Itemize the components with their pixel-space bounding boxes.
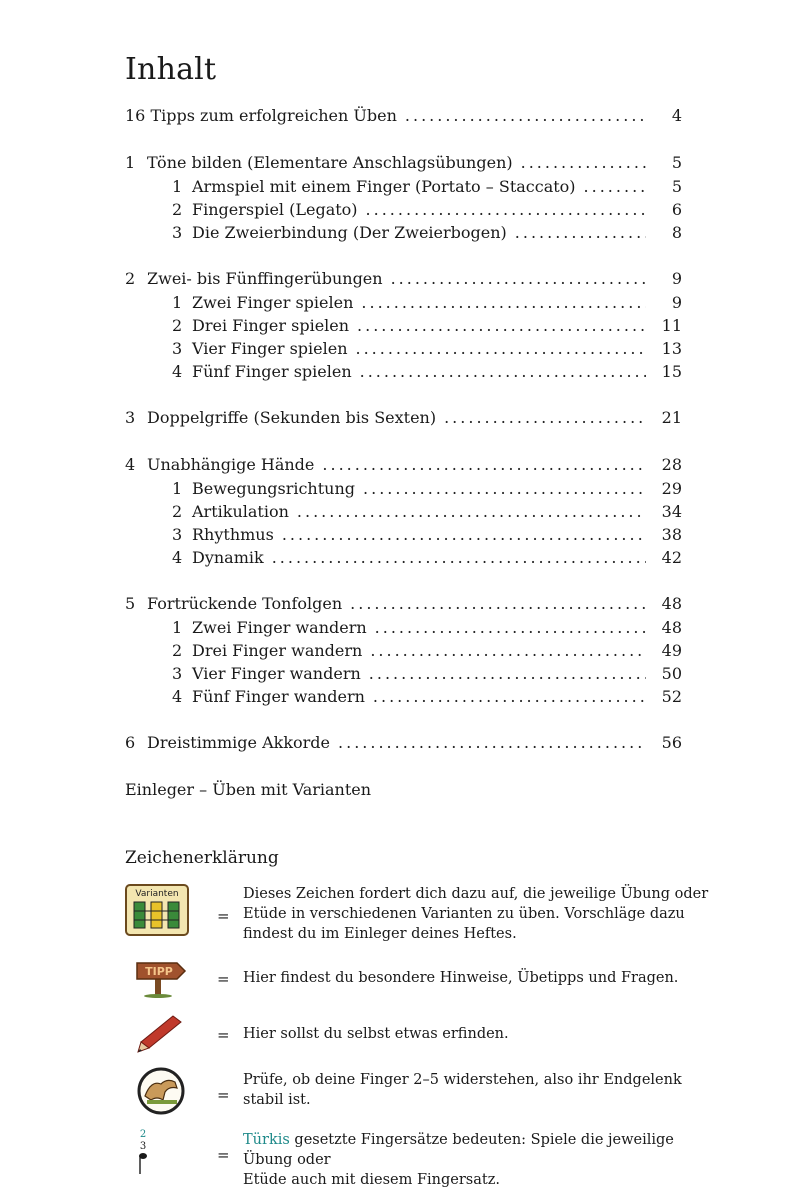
toc-title: Die Zweierbindung (Der Zweierbogen)	[192, 223, 507, 242]
dot-leader	[521, 151, 646, 174]
toc-section-3[interactable]	[125, 406, 682, 430]
legend-line: Hier findest du besondere Hinweise, Übetipps und Fragen.	[243, 970, 679, 986]
toc-title: Doppelgriffe (Sekunden bis Sexten)	[147, 408, 437, 427]
toc-page: 9	[671, 269, 682, 288]
fingering-number: 3	[139, 1141, 147, 1152]
toc-item-2-1[interactable]	[125, 291, 682, 314]
toc-item-5-2[interactable]	[125, 639, 682, 662]
legend-line	[243, 1130, 713, 1170]
toc-page: 29	[661, 479, 682, 498]
tipp-sign-icon	[131, 958, 189, 998]
legend-line: Hier sollst du selbst etwas erfinden.	[243, 1026, 509, 1042]
toc-num: 2	[172, 200, 183, 219]
toc-num: 3	[172, 525, 183, 544]
dot-leader	[370, 639, 646, 662]
legend-line: stabil ist.	[243, 1092, 311, 1108]
toc-page: 56	[661, 733, 682, 752]
toc-num: 4	[172, 548, 183, 567]
toc-section-4[interactable]	[125, 453, 682, 477]
fingering-note-icon	[137, 1126, 157, 1176]
toc-page: 48	[661, 594, 682, 613]
dot-leader	[366, 198, 646, 221]
legend-text	[243, 1024, 713, 1044]
toc-num: 3	[172, 339, 183, 358]
toc-section-5[interactable]	[125, 592, 682, 616]
page-title: Inhalt	[125, 52, 217, 87]
dot-leader	[363, 477, 646, 500]
toc-num: 2	[172, 316, 183, 335]
dot-leader	[297, 500, 646, 523]
toc-title: 16 Tipps zum erfolgreichen Üben	[125, 106, 397, 125]
dot-leader	[391, 267, 646, 290]
legend-line: Etüde in verschiedenen Varianten zu üben. Vorschläge dazu	[243, 906, 685, 922]
legend-text	[243, 884, 713, 944]
dot-leader	[584, 175, 646, 198]
turquoise-highlight: Türkis	[243, 1132, 290, 1148]
toc-intro[interactable]	[125, 104, 682, 128]
toc-page: 8	[671, 223, 682, 242]
toc-page: 34	[661, 502, 682, 521]
toc-title: Rhythmus	[192, 525, 274, 544]
toc-title: Unabhängige Hände	[147, 455, 315, 474]
equals-sign: =	[217, 1086, 230, 1104]
toc-item-1-2[interactable]	[125, 198, 682, 221]
toc-section-2[interactable]	[125, 267, 682, 291]
toc-title: Bewegungsrichtung	[192, 479, 356, 498]
toc-title: Dynamik	[192, 548, 264, 567]
toc-page: 50	[661, 664, 682, 683]
varianten-label: Varianten	[135, 889, 179, 899]
toc-title: Artikulation	[192, 502, 289, 521]
legend-text	[243, 968, 713, 988]
dot-leader	[282, 523, 646, 546]
dot-leader	[369, 662, 646, 685]
toc-title: Vier Finger wandern	[192, 664, 361, 683]
toc-title: Vier Finger spielen	[192, 339, 348, 358]
toc-page: 6	[671, 200, 682, 219]
toc-num: 1	[172, 177, 183, 196]
dot-leader	[444, 406, 646, 429]
toc-title: Fingerspiel (Legato)	[192, 200, 358, 219]
toc-page: 4	[671, 106, 682, 125]
toc-page: 28	[661, 455, 682, 474]
toc-num: 1	[172, 618, 183, 637]
toc-item-4-2[interactable]	[125, 500, 682, 523]
toc-page: 11	[661, 316, 682, 335]
toc-title: Zwei- bis Fünffingerübungen	[147, 269, 383, 288]
toc-num: 3	[172, 223, 183, 242]
toc-item-4-1[interactable]	[125, 477, 682, 500]
varianten-icon	[125, 884, 189, 936]
toc-num: 3	[125, 408, 136, 427]
fingering-number: 2	[139, 1129, 147, 1140]
dot-leader	[356, 337, 647, 360]
toc-item-1-1[interactable]	[125, 175, 682, 198]
toc-num: 4	[172, 687, 183, 706]
legend-title: Zeichenerklärung	[125, 848, 279, 868]
tipp-label: TIPP	[145, 965, 173, 978]
toc-title: Drei Finger wandern	[192, 641, 363, 660]
dot-leader	[322, 453, 646, 476]
toc-item-5-4[interactable]	[125, 685, 682, 708]
equals-sign: =	[217, 1026, 230, 1044]
table-of-contents	[125, 104, 682, 802]
equals-sign: =	[217, 970, 230, 988]
toc-page: 15	[661, 362, 682, 381]
dot-leader	[272, 546, 646, 569]
toc-page: 48	[661, 618, 682, 637]
toc-item-5-1[interactable]	[125, 616, 682, 639]
toc-num: 2	[172, 641, 183, 660]
dot-leader	[373, 685, 646, 708]
toc-page: 5	[671, 177, 682, 196]
toc-title: Dreistimmige Akkorde	[147, 733, 331, 752]
legend-text	[243, 1130, 713, 1190]
legend-line: findest du im Einleger deines Heftes.	[243, 926, 517, 942]
toc-section-1[interactable]	[125, 151, 682, 175]
legend-line: Etüde auch mit diesem Fingersatz.	[243, 1172, 500, 1188]
toc-title: Drei Finger spielen	[192, 316, 350, 335]
pencil-icon	[135, 1014, 185, 1054]
toc-item-1-3[interactable]	[125, 221, 682, 244]
equals-sign: =	[217, 1146, 230, 1164]
toc-title: Armspiel mit einem Finger (Portato – Staccato)	[192, 177, 576, 196]
toc-num: 1	[172, 479, 183, 498]
toc-num: 5	[125, 594, 136, 613]
toc-item-4-4[interactable]	[125, 546, 682, 569]
toc-section-6[interactable]	[125, 731, 682, 755]
toc-page: 5	[671, 153, 682, 172]
finger-check-icon	[137, 1066, 189, 1116]
legend-text	[243, 1070, 713, 1110]
toc-page: 38	[661, 525, 682, 544]
toc-num: 4	[172, 362, 183, 381]
dot-leader	[515, 221, 646, 244]
legend-line: Dieses Zeichen fordert dich dazu auf, die jeweilige Übung oder	[243, 886, 709, 902]
toc-page: 9	[671, 293, 682, 312]
toc-page: 49	[661, 641, 682, 660]
toc-title: Fortrückende Tonfolgen	[147, 594, 343, 613]
toc-page: 21	[661, 408, 682, 427]
toc-insert[interactable]	[125, 778, 682, 802]
legend-line: Prüfe, ob deine Finger 2–5 widerstehen, also ihr Endgelenk	[243, 1072, 682, 1088]
toc-item-2-4[interactable]	[125, 360, 682, 383]
toc-item-4-3[interactable]	[125, 523, 682, 546]
dot-leader	[357, 314, 646, 337]
toc-title: Einleger – Üben mit Varianten	[125, 780, 372, 799]
toc-page: 52	[661, 687, 682, 706]
equals-sign: =	[217, 907, 230, 925]
toc-num: 2	[172, 502, 183, 521]
toc-page: 13	[661, 339, 682, 358]
dot-leader	[375, 616, 646, 639]
legend-line-part: gesetzte Fingersätze bedeuten: Spiele die jeweilige Übung oder	[243, 1132, 674, 1168]
toc-num: 2	[125, 269, 136, 288]
toc-item-2-2[interactable]	[125, 314, 682, 337]
toc-num: 4	[125, 455, 136, 474]
toc-num: 6	[125, 733, 136, 752]
dot-leader	[405, 104, 646, 127]
toc-page: 42	[661, 548, 682, 567]
toc-title: Fünf Finger spielen	[192, 362, 352, 381]
toc-num: 1	[172, 293, 183, 312]
dot-leader	[338, 731, 646, 754]
dot-leader	[361, 291, 646, 314]
toc-title: Fünf Finger wandern	[192, 687, 365, 706]
toc-num: 3	[172, 664, 183, 683]
dot-leader	[360, 360, 646, 383]
toc-title: Zwei Finger wandern	[192, 618, 367, 637]
toc-item-2-3[interactable]	[125, 337, 682, 360]
toc-num: 1	[125, 153, 136, 172]
dot-leader	[350, 592, 646, 615]
toc-title: Zwei Finger spielen	[192, 293, 354, 312]
toc-item-5-3[interactable]	[125, 662, 682, 685]
toc-title: Töne bilden (Elementare Anschlagsübungen)	[147, 153, 513, 172]
